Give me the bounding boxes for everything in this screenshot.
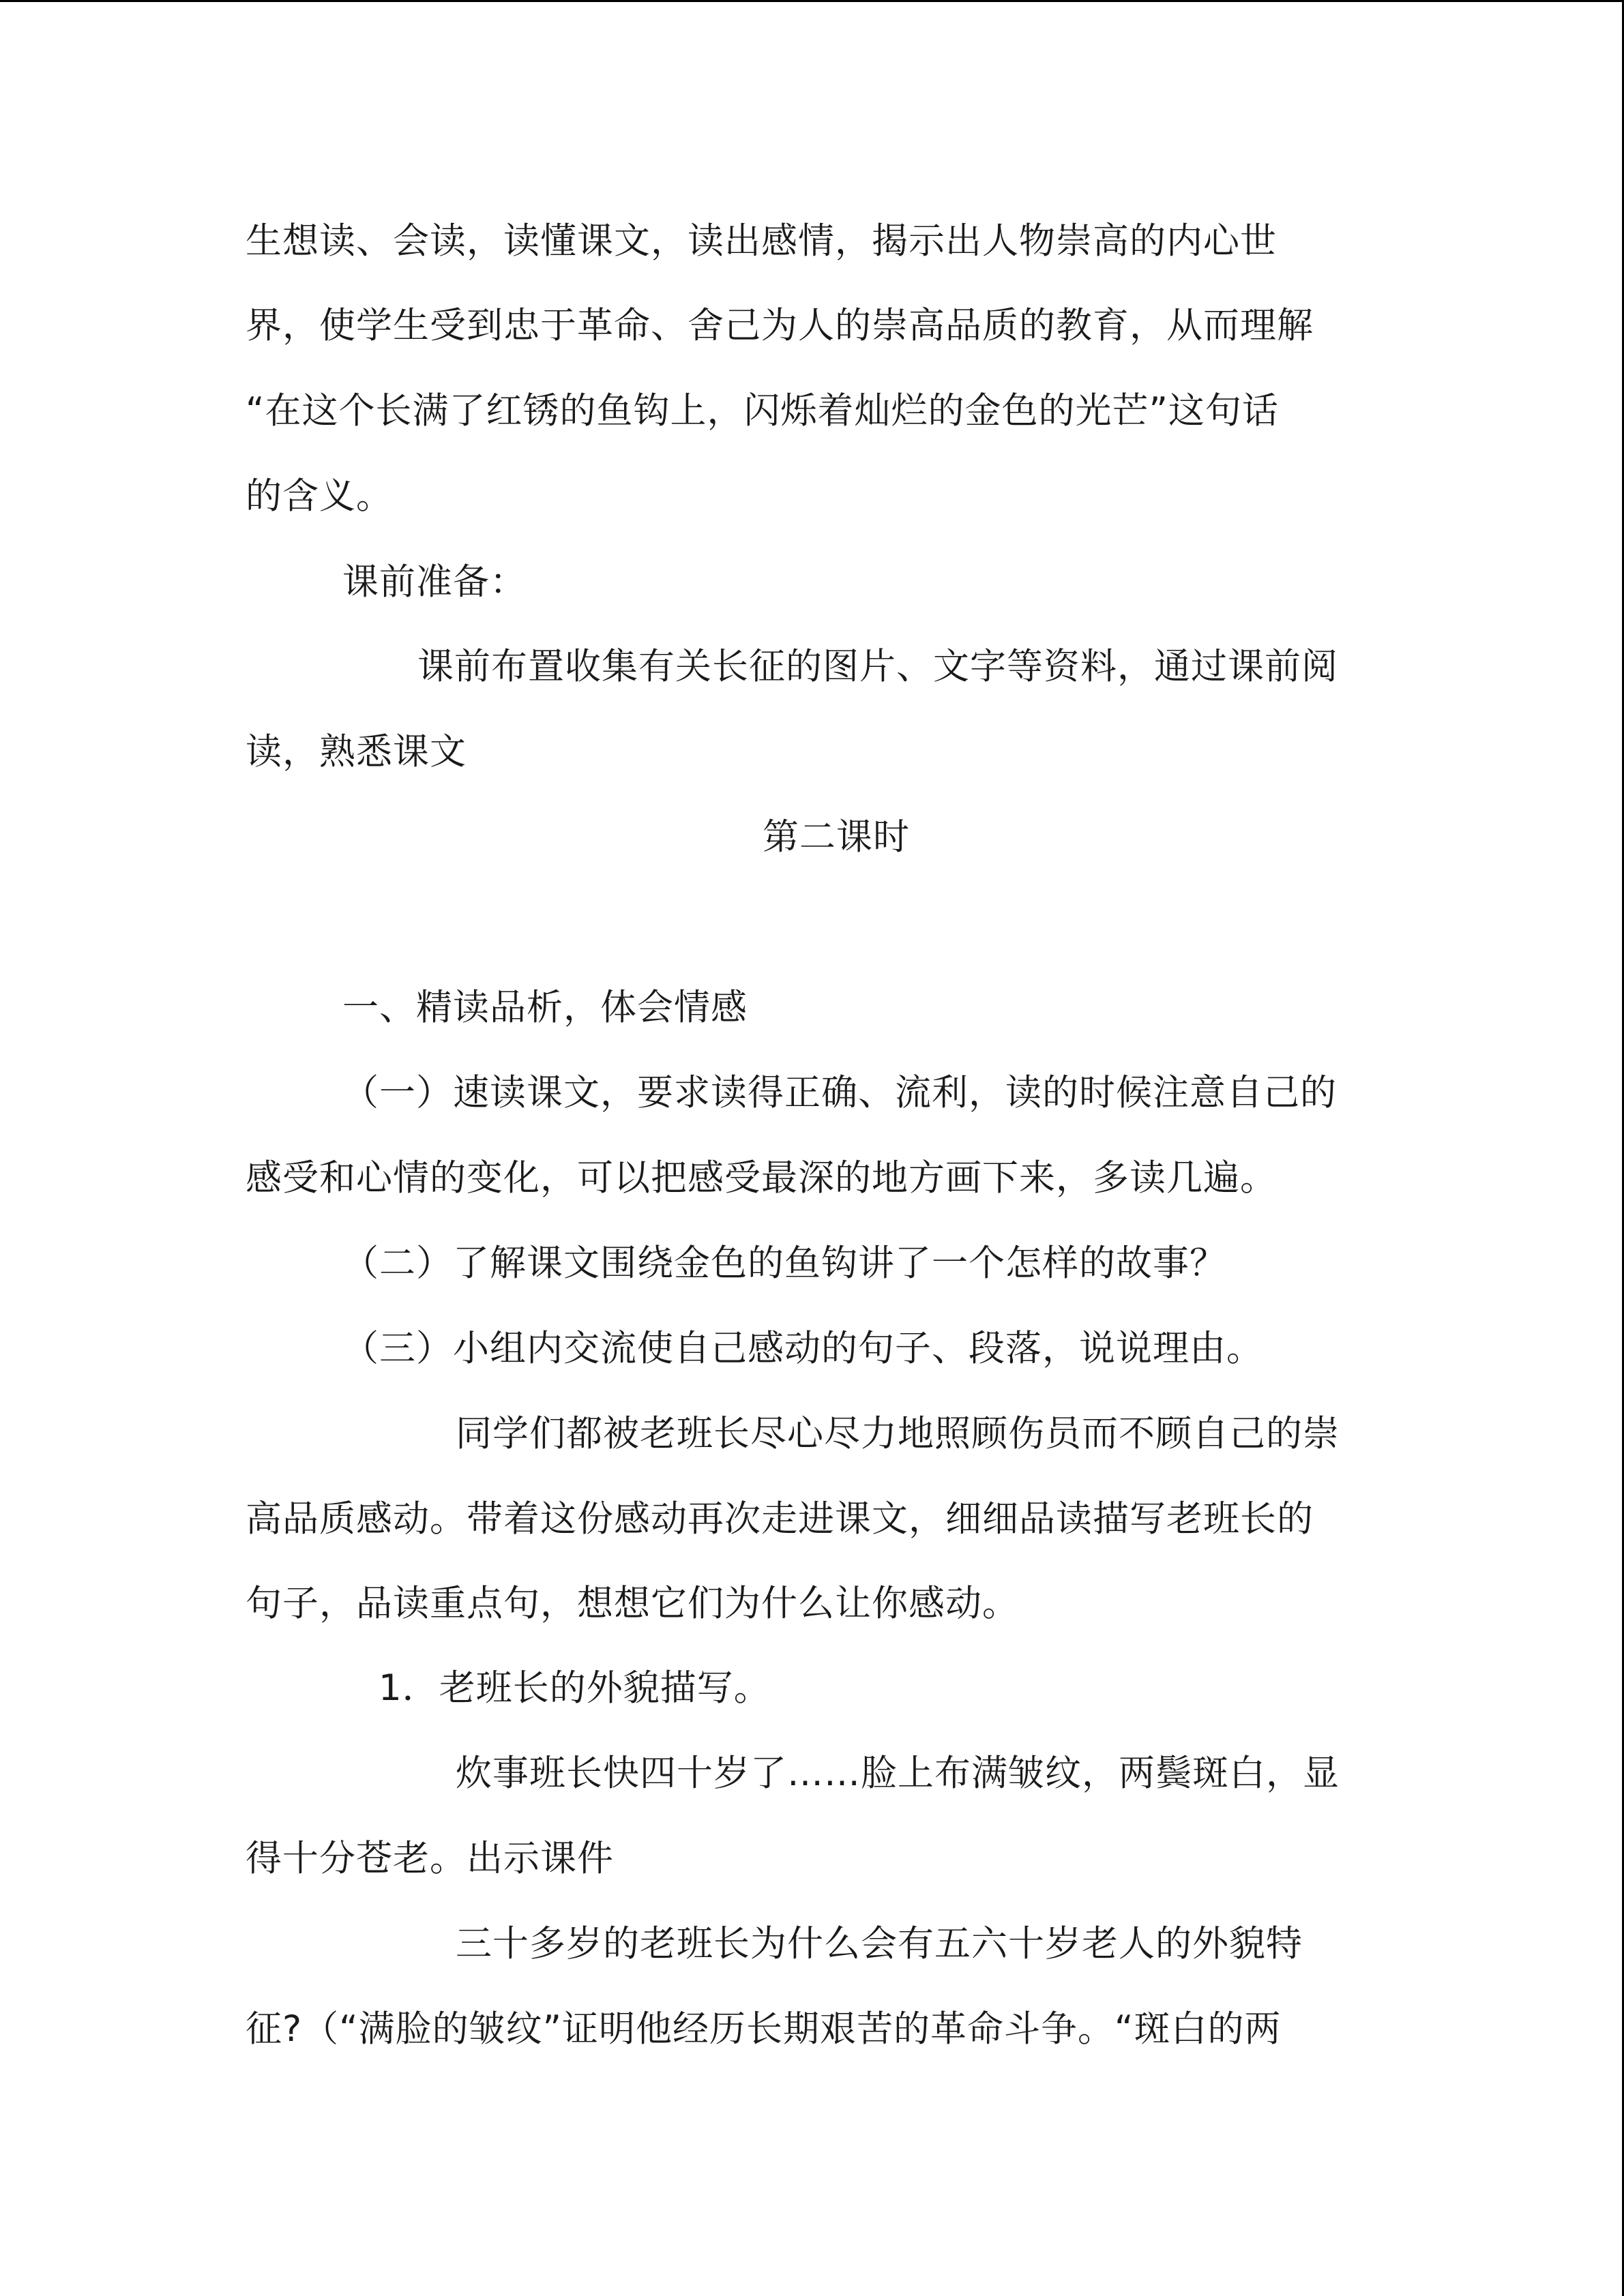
text-line-14: 同学们都被老班长尽心尽力地照顾伤员而不顾自己的崇 bbox=[456, 1413, 1340, 1455]
list-item-1: 1．老班长的外貌描写。 bbox=[379, 1667, 771, 1709]
text-line-16: 句子，品读重点句，想想它们为什么让你感动。 bbox=[246, 1583, 1019, 1624]
text-line-3: “在这个长满了红锈的鱼钩上，闪烁着灿烂的金色的光芒”这句话 bbox=[246, 390, 1279, 432]
text-line-19: 得十分苍老。出示课件 bbox=[246, 1838, 614, 1879]
lesson-heading: 第二课时 bbox=[763, 816, 910, 858]
text-line-21: 征?（“满脸的皱纹”证明他经历长期艰苦的革命斗争。“斑白的两 bbox=[246, 2008, 1282, 2050]
section-label-preparation: 课前准备： bbox=[342, 561, 527, 603]
text-line-15: 高品质感动。带着这份感动再次走进课文，细细品读描写老班长的 bbox=[246, 1498, 1314, 1540]
text-line-7: 读，熟悉课文 bbox=[246, 731, 467, 773]
text-line-1: 生想读、会读，读懂课文，读出感情，揭示出人物崇高的内心世 bbox=[246, 220, 1277, 262]
text-line-2: 界，使学生受到忠于革命、舍己为人的崇高品质的教育，从而理解 bbox=[246, 305, 1314, 346]
text-line-12: （二）了解课文围绕金色的鱼钩讲了一个怎样的故事？ bbox=[342, 1242, 1226, 1284]
text-line-11: 感受和心情的变化，可以把感受最深的地方画下来，多读几遍。 bbox=[246, 1157, 1277, 1199]
text-line-20: 三十多岁的老班长为什么会有五六十岁老人的外貌特 bbox=[456, 1923, 1303, 1965]
text-line-13: （三）小组内交流使自己感动的句子、段落，说说理由。 bbox=[342, 1328, 1263, 1369]
section-heading-1: 一、精读品析，体会情感 bbox=[342, 987, 748, 1028]
text-line-6: 课前布置收集有关长征的图片、文字等资料，通过课前阅 bbox=[417, 646, 1338, 687]
text-line-4: 的含义。 bbox=[246, 475, 393, 517]
text-line-18: 炊事班长快四十岁了……脸上布满皱纹，两鬓斑白，显 bbox=[456, 1753, 1340, 1794]
text-line-10: （一）速读课文，要求读得正确、流利，读的时候注意自己的 bbox=[342, 1072, 1337, 1114]
